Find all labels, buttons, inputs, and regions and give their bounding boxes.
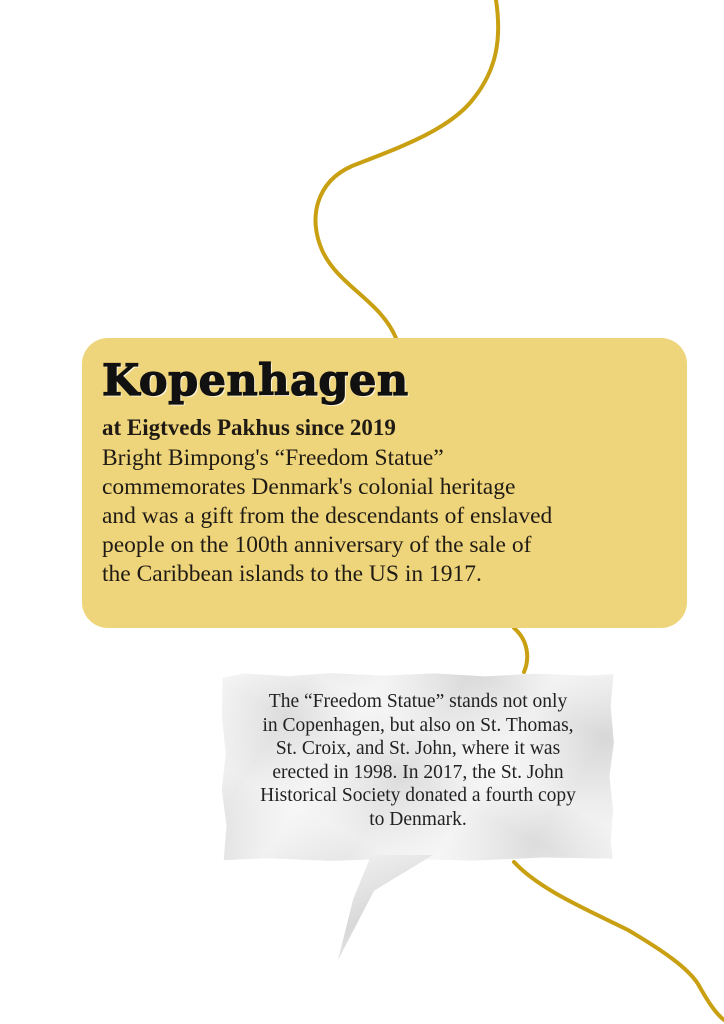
speech-bubble-text	[221, 690, 615, 831]
card-body-line: people on the 100th anniversary of the sale of	[102, 532, 532, 558]
location-card	[82, 338, 687, 628]
card-body	[102, 444, 673, 589]
bubble-text-line: The “Freedom Statue” stands not only	[268, 691, 568, 712]
bubble-text-line: in Copenhagen, but also on St. Thomas,	[262, 714, 574, 736]
route-line-middle	[514, 628, 527, 672]
card-title: Kopenhagen	[102, 356, 409, 406]
card-body-line: Bright Bimpong's “Freedom Statue”	[102, 445, 444, 471]
card-body-line: commemorates Denmark's colonial heritage	[102, 474, 516, 500]
bubble-text-line: to Denmark.	[369, 808, 467, 830]
bubble-text-line: Historical Society donated a fourth copy	[260, 785, 576, 806]
card-subtitle: at Eigtveds Pakhus since 2019	[102, 415, 396, 440]
route-line-upper	[315, 0, 498, 338]
bubble-text-line: St. Croix, and St. John, where it was	[275, 738, 561, 759]
card-body-line: the Caribbean islands to the US in 1917.	[102, 561, 482, 587]
bubble-text-line: erected in 1998. In 2017, the St. John	[272, 761, 564, 783]
card-body-line: and was a gift from the descendants of enslaved	[102, 503, 553, 529]
route-line-lower	[514, 862, 724, 1020]
